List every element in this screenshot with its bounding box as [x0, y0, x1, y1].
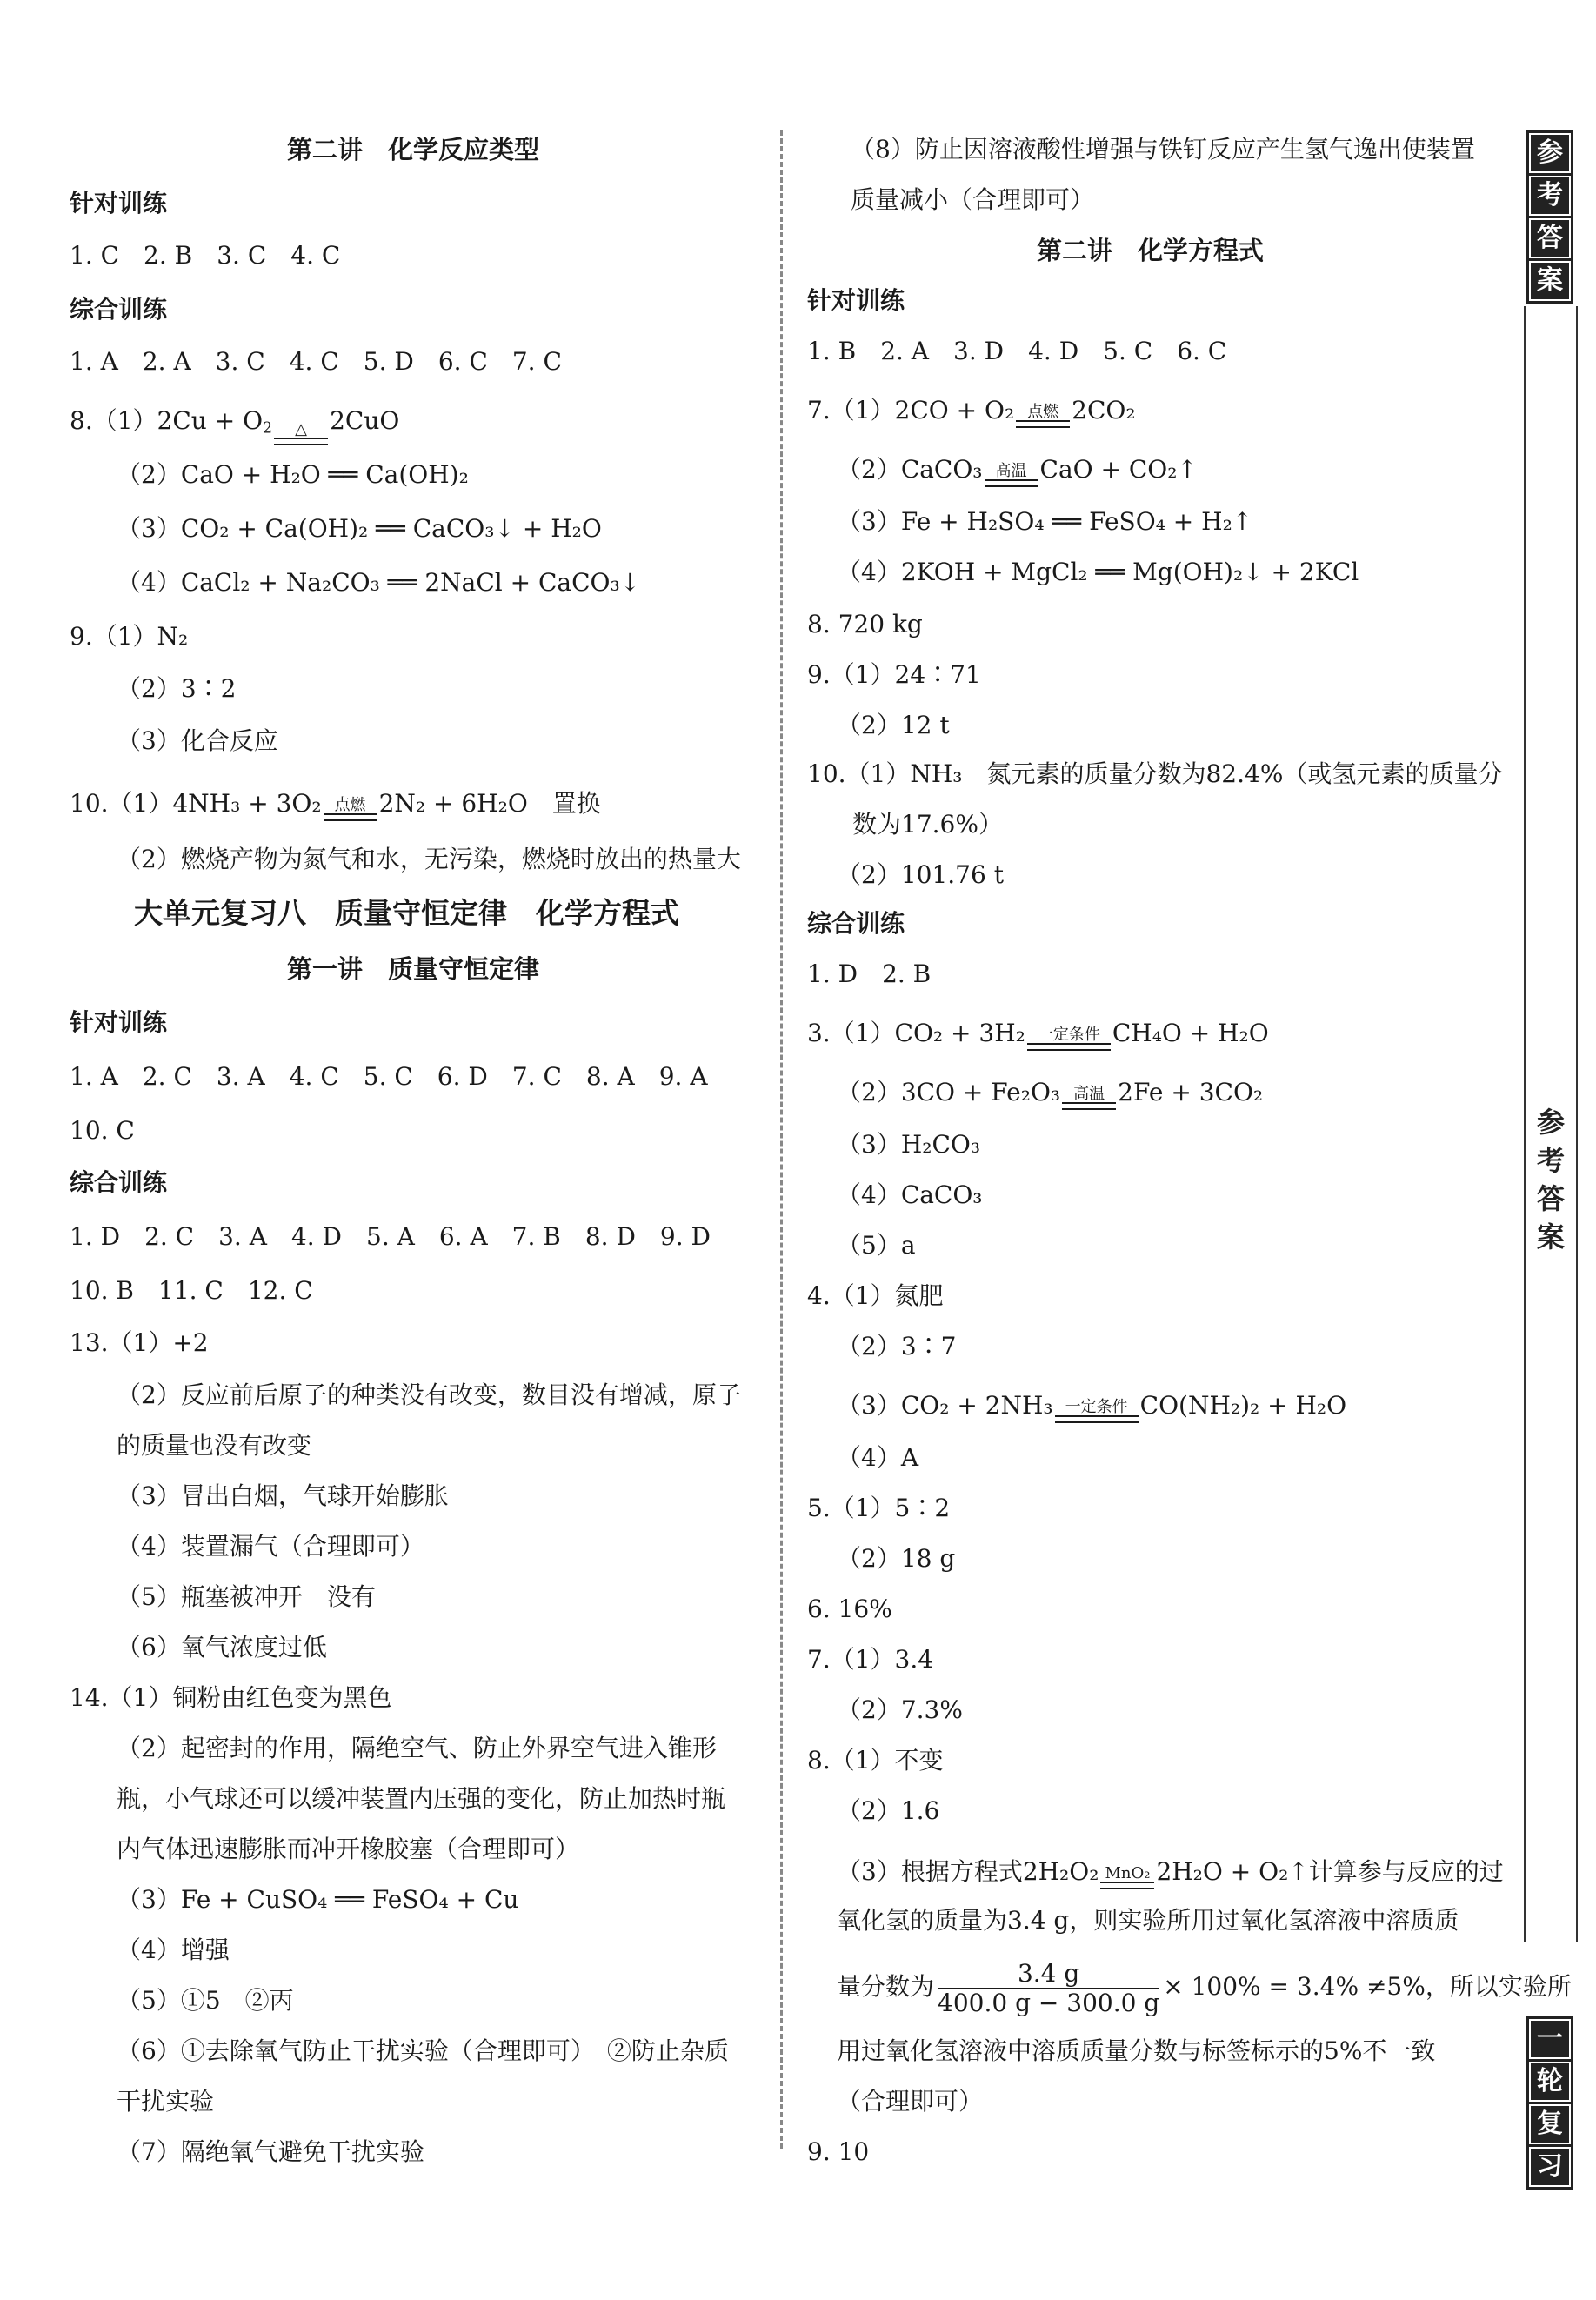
answer-line: （2）7.3%: [837, 1695, 963, 1724]
answer-line: 干扰实验: [117, 2087, 215, 2116]
fraction-line: 量分数为 $\frac{3.4 g}{400.0 g - 300.0 g}$ × 100% = 3.4% ≠5%，所以实验所: [837, 1958, 1572, 2017]
answer-line: 1. B 2. A 3. D 4. D 5. C 6. C: [807, 337, 1227, 365]
answer-line: （3）冒出白烟，气球开始膨胀: [117, 1481, 449, 1510]
unit-title: 大单元复习八 质量守恒定律 化学方程式: [134, 896, 679, 930]
condition-label: 点燃: [1027, 403, 1059, 421]
section-label: 综合训练: [807, 909, 905, 938]
fraction: $\frac{3.4 g}{400.0 g - 300.0 g}$: [938, 1958, 1160, 2017]
condition-label: △: [295, 420, 307, 439]
answer-line: 质量减小（合理即可）: [851, 185, 1095, 214]
answer-line: 8.（1）不变: [807, 1746, 944, 1775]
column-divider: [780, 130, 783, 2149]
equation-line: （3）根据方程式2H₂O₂ MnO₂ 2H₂O + O₂↑计算参与反应的过: [837, 1855, 1504, 1889]
answer-line: （5）瓶塞被冲开 没有: [117, 1582, 376, 1611]
section-label: 综合训练: [70, 295, 168, 324]
answer-line: 瓶，小气球还可以缓冲装置内压强的变化，防止加热时瓶: [117, 1784, 726, 1813]
answer-line: （3）CO₂ + Ca(OH)₂ ══ CaCO₃↓ + H₂O: [117, 514, 602, 543]
condition-label: 高温: [1073, 1085, 1105, 1103]
section-label: 综合训练: [70, 1168, 168, 1197]
answer-line: （4）2KOH + MgCl₂ ══ Mg(OH)₂↓ + 2KCl: [837, 558, 1359, 586]
answer-line: （3）化合反应: [117, 726, 278, 755]
answer-line: 10.（1）NH₃ 氮元素的质量分数为82.4%（或氢元素的质量分: [807, 759, 1503, 788]
answer-line: （5）①5 ②丙: [117, 1986, 294, 2015]
answer-line: （4）装置漏气（合理即可）: [117, 1532, 424, 1561]
answer-line: 9.（1）N₂: [70, 622, 189, 651]
answer-line: （2）1.6: [837, 1796, 940, 1825]
answer-line: 5.（1）5∶2: [807, 1494, 951, 1522]
answer-line: 10. B 11. C 12. C: [70, 1276, 313, 1305]
side-label-answers: 参 考 答 案: [1529, 1103, 1573, 1256]
section-label: 针对训练: [70, 1008, 168, 1037]
answer-line: 1. D 2. C 3. A 4. D 5. A 6. A 7. B 8. D 9. D: [70, 1222, 711, 1251]
equation-line: $8.(1)2Cu + O_2$ △ 2CuO: [70, 404, 399, 445]
answer-line: 8. 720 kg: [807, 610, 923, 639]
condition-label: MnO₂: [1105, 1864, 1151, 1882]
answer-line: 10. C: [70, 1116, 135, 1145]
answer-line: 9.（1）24∶71: [807, 660, 981, 689]
answer-line: 用过氧化氢溶液中溶质质量分数与标签标示的5%不一致: [837, 2036, 1436, 2065]
answer-line: 4.（1）氮肥: [807, 1281, 944, 1310]
answer-line: 7.（1）3.4: [807, 1645, 934, 1674]
answer-line: （7）隔绝氧气避免干扰实验: [117, 2137, 424, 2166]
answer-line: （6）①去除氧气防止干扰实验（合理即可） ②防止杂质: [117, 2036, 729, 2065]
answer-line: （3）Fe + H₂SO₄ ══ FeSO₄ + H₂↑: [837, 507, 1253, 536]
equation-line: 10.（1）4NH₃ + 3O₂ 点燃 2N₂ + 6H₂O 置换: [70, 786, 601, 821]
section-title: 第二讲 化学方程式: [1037, 236, 1265, 265]
section-label: 针对训练: [807, 286, 905, 315]
answer-line: （2）12 t: [837, 711, 950, 739]
answer-line: 1. D 2. B: [807, 959, 932, 988]
equation-line: （3）CO₂ + 2NH₃ 一定条件 CO(NH₂)₂ + H₂O: [837, 1388, 1346, 1423]
answer-line: （2）燃烧产物为氮气和水，无污染，燃烧时放出的热量大: [117, 845, 741, 873]
answer-line: 9. 10: [807, 2137, 870, 2166]
condition-label: 高温: [995, 462, 1027, 480]
answer-line: 14.（1）铜粉由红色变为黑色: [70, 1683, 392, 1712]
answer-line: 1. A 2. A 3. C 4. C 5. D 6. C 7. C: [70, 347, 562, 376]
answer-line: （5）a: [837, 1231, 916, 1260]
answer-line: （2）101.76 t: [837, 860, 1004, 889]
answer-line: （8）防止因溶液酸性增强与铁钉反应产生氢气逸出使装置: [851, 135, 1475, 164]
side-tab-review: 一 轮 复 习: [1526, 2016, 1573, 2190]
answer-line: 1. C 2. B 3. C 4. C: [70, 241, 341, 270]
answer-line: 氧化氢的质量为3.4 g，则实验所用过氧化氢溶液中溶质质: [837, 1906, 1459, 1935]
answer-line: 数为17.6%）: [852, 810, 1003, 839]
answer-line: （3）Fe + CuSO₄ ══ FeSO₄ + Cu: [117, 1885, 519, 1914]
answer-line: （2）CaO + H₂O ══ Ca(OH)₂: [117, 460, 469, 489]
answer-line: 内气体迅速膨胀而冲开橡胶塞（合理即可）: [117, 1835, 580, 1863]
answer-line: （2）反应前后原子的种类没有改变，数目没有增减，原子: [117, 1381, 741, 1409]
answer-line: （4）增强: [117, 1936, 230, 1964]
answer-line: （合理即可）: [837, 2087, 984, 2116]
answer-line: （6）氧气浓度过低: [117, 1633, 327, 1661]
answer-line: （4）CaCl₂ + Na₂CO₃ ══ 2NaCl + CaCO₃↓: [117, 568, 641, 597]
answer-line: （2）18 g: [837, 1544, 956, 1573]
equation-line: （2）3CO + Fe₂O₃ 高温 2Fe + 3CO₂: [837, 1075, 1263, 1110]
section-title: 第一讲 质量守恒定律: [287, 954, 540, 984]
answer-line: （2）3∶7: [837, 1332, 957, 1361]
condition-label: 一定条件: [1065, 1398, 1128, 1416]
answer-line: （4）A: [837, 1443, 919, 1472]
equation-line: 3.（1）CO₂ + 3H₂ 一定条件 CH₄O + H₂O: [807, 1016, 1269, 1051]
side-tab-answers: 参 考 答 案: [1526, 130, 1573, 304]
section-title: 第二讲 化学反应类型: [287, 135, 540, 164]
answer-line: （2）起密封的作用，隔绝空气、防止外界空气进入锥形: [117, 1734, 717, 1762]
condition-label: 一定条件: [1037, 1026, 1100, 1044]
condition-label: 点燃: [334, 796, 366, 814]
answer-line: （3）H₂CO₃: [837, 1130, 981, 1159]
answer-line: 6. 16%: [807, 1595, 892, 1623]
answer-line: 1. A 2. C 3. A 4. C 5. C 6. D 7. C 8. A 9. A: [70, 1062, 708, 1091]
equation-line: （2）CaCO₃ 高温 CaO + CO₂↑: [837, 452, 1198, 487]
equation-line: 7.（1）2CO + O₂ 点燃 2CO₂: [807, 393, 1136, 428]
answer-line: （4）CaCO₃: [837, 1180, 983, 1209]
answer-line: 的质量也没有改变: [117, 1431, 312, 1460]
section-label: 针对训练: [70, 189, 168, 217]
answer-line: （2）3∶2: [117, 674, 237, 703]
answer-line: 13.（1）+2: [70, 1328, 209, 1357]
